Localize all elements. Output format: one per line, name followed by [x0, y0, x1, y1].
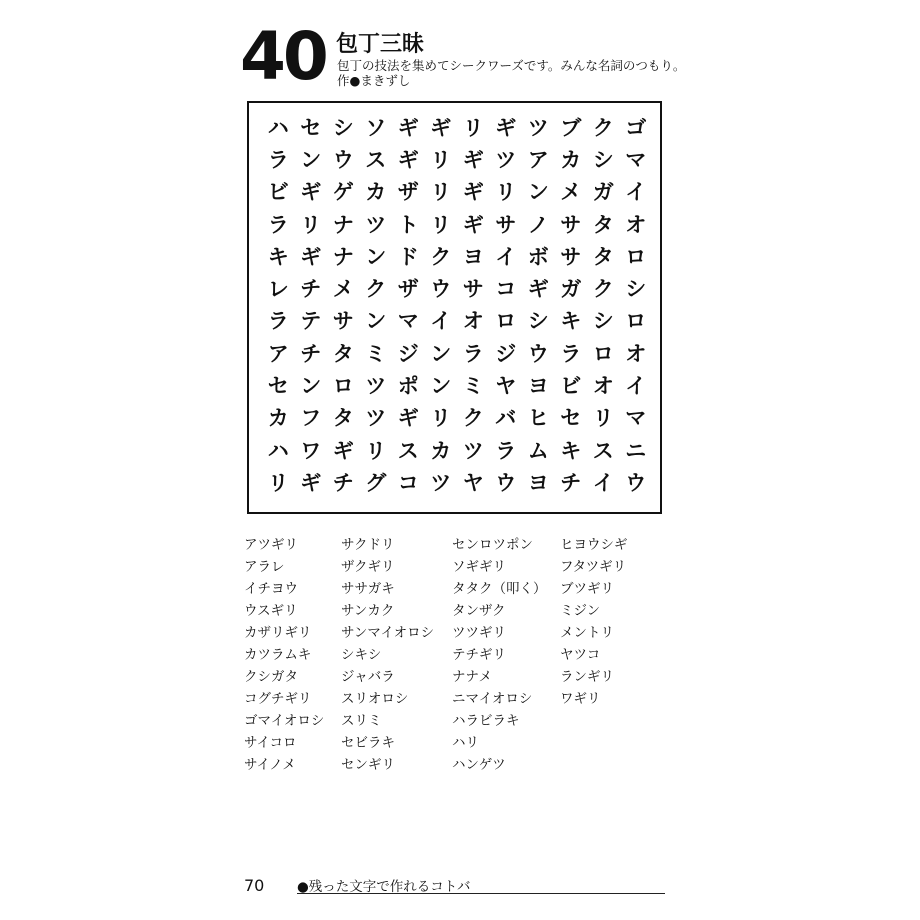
grid-cell: ラ [462, 341, 484, 366]
grid-cell: ウ [332, 147, 354, 172]
grid-cell: ン [300, 147, 322, 172]
grid-cell: カ [560, 147, 582, 172]
grid-cell: マ [625, 147, 647, 172]
word-list-item: タンザク [452, 603, 506, 619]
grid-cell: ヤ [462, 470, 484, 495]
puzzle-author: 作●まきずし [337, 73, 411, 88]
word-list-item: メントリ [560, 625, 614, 641]
grid-cell: ギ [462, 147, 484, 172]
word-list-item: サンカク [341, 603, 395, 619]
grid-cell: チ [560, 470, 582, 495]
grid-cell: イ [625, 180, 647, 205]
grid-cell: イ [430, 309, 452, 334]
grid-cell: カ [365, 180, 387, 205]
grid-cell: ン [430, 341, 452, 366]
grid-cell: シ [625, 277, 647, 302]
grid-cell: ガ [592, 180, 614, 205]
word-list-item: タタク（叩く） [452, 581, 547, 597]
grid-cell: ポ [397, 374, 419, 399]
grid-cell: ツ [365, 406, 387, 431]
grid-cell: ナ [332, 244, 354, 269]
grid-cell: キ [267, 244, 289, 269]
grid-cell: リ [495, 180, 517, 205]
word-list-item: ヒヨウシギ [560, 537, 628, 553]
word-list-column-3 [452, 534, 547, 776]
grid-cell: シ [332, 115, 354, 140]
grid-cell: シ [592, 147, 614, 172]
grid-cell: ン [365, 244, 387, 269]
word-list-item: ハラビラキ [452, 713, 520, 729]
grid-cell: ギ [397, 406, 419, 431]
grid-cell: ブ [560, 115, 582, 140]
grid-cell: ン [300, 374, 322, 399]
puzzle-title: 包丁三昧 [336, 32, 425, 57]
grid-cell: オ [462, 309, 484, 334]
grid-cell: キ [560, 309, 582, 334]
word-list-item: セビラキ [341, 735, 395, 751]
grid-cell: ジ [397, 341, 419, 366]
grid-cell: リ [267, 470, 289, 495]
word-list-item: ササガキ [341, 581, 395, 597]
grid-cell: ス [397, 438, 419, 463]
grid-cell: ヤ [495, 374, 517, 399]
grid-cell: ザ [397, 180, 419, 205]
grid-cell: ク [462, 406, 484, 431]
grid-cell: ヨ [462, 244, 484, 269]
grid-cell: リ [430, 406, 452, 431]
word-list-item: センロツポン [452, 537, 533, 553]
grid-cell: ギ [397, 147, 419, 172]
word-list-item: サンマイオロシ [341, 625, 435, 641]
grid-cell: ア [527, 147, 549, 172]
grid-cell: ク [592, 277, 614, 302]
grid-cell: ギ [300, 244, 322, 269]
grid-cell: ス [592, 438, 614, 463]
grid-cell: フ [300, 406, 322, 431]
grid-cell: ゴ [625, 115, 647, 140]
grid-cell: ヨ [527, 470, 549, 495]
grid-cell: ツ [365, 374, 387, 399]
grid-cell: ラ [495, 438, 517, 463]
word-list-item: ウスギリ [244, 603, 298, 619]
grid-cell: サ [560, 212, 582, 237]
grid-cell: ク [430, 244, 452, 269]
grid-cell: イ [495, 244, 517, 269]
grid-cell: ザ [397, 277, 419, 302]
grid-cell: レ [267, 277, 289, 302]
grid-cell: キ [560, 438, 582, 463]
word-list-item: ナナメ [452, 669, 492, 685]
word-list-item: シキシ [341, 647, 382, 663]
grid-cell: ソ [365, 115, 387, 140]
grid-cell: リ [365, 438, 387, 463]
grid-cell: セ [300, 115, 322, 140]
word-list-item: ザクギリ [341, 559, 395, 575]
grid-cell: ド [397, 244, 419, 269]
word-list-item: ジャバラ [341, 669, 395, 685]
grid-cell: バ [495, 406, 517, 431]
grid-cell: カ [267, 406, 289, 431]
grid-cell: ロ [495, 309, 517, 334]
grid-cell: ウ [430, 277, 452, 302]
grid-cell: ツ [527, 115, 549, 140]
grid-cell: ス [365, 147, 387, 172]
word-list-item: イチヨウ [244, 581, 298, 597]
grid-cell: ン [365, 309, 387, 334]
grid-cell: ボ [527, 244, 549, 269]
grid-cell: リ [462, 115, 484, 140]
grid-cell: チ [300, 277, 322, 302]
grid-cell: ン [527, 180, 549, 205]
grid-cell: ハ [267, 115, 289, 140]
grid-cell: シ [592, 309, 614, 334]
grid-cell: ロ [592, 341, 614, 366]
word-list-item: ヤツコ [560, 647, 601, 663]
grid-cell: マ [397, 309, 419, 334]
grid-cell: ギ [527, 277, 549, 302]
grid-cell: タ [332, 406, 354, 431]
grid-cell: コ [495, 277, 517, 302]
grid-cell: ロ [625, 244, 647, 269]
grid-cell: ミ [365, 341, 387, 366]
grid-cell: カ [430, 438, 452, 463]
grid-cell: ヨ [527, 374, 549, 399]
grid-cell: サ [332, 309, 354, 334]
grid-cell: リ [300, 212, 322, 237]
grid-cell: ギ [462, 212, 484, 237]
grid-cell: サ [560, 244, 582, 269]
grid-cell: リ [592, 406, 614, 431]
grid-cell: ツ [462, 438, 484, 463]
word-list-item: ニマイオロシ [452, 691, 533, 707]
grid-cell: グ [365, 470, 387, 495]
grid-cell: タ [592, 212, 614, 237]
grid-cell: ジ [495, 341, 517, 366]
grid-cell: オ [592, 374, 614, 399]
word-list-item: ハンゲツ [452, 757, 506, 773]
word-list-item: センギリ [341, 757, 395, 773]
word-list-column-2 [341, 534, 434, 776]
word-list-item: アツギリ [244, 537, 298, 553]
grid-cell: ギ [300, 470, 322, 495]
grid-cell: ク [365, 277, 387, 302]
grid-cell: ツ [495, 147, 517, 172]
word-list-item: スリミ [341, 713, 382, 729]
grid-cell: リ [430, 147, 452, 172]
word-list-item: フタツギリ [560, 559, 627, 575]
grid-cell: イ [592, 470, 614, 495]
word-list-item: サイコロ [244, 735, 297, 751]
grid-cell: ギ [397, 115, 419, 140]
page-number: 70 [244, 876, 265, 895]
word-list-item: カザリギリ [244, 625, 312, 641]
grid-cell: チ [332, 470, 354, 495]
grid-cell: ク [592, 115, 614, 140]
answer-line [297, 893, 665, 894]
grid-cell: オ [625, 212, 647, 237]
answer-instruction: ●残った文字で作れるコトバ [297, 879, 471, 895]
grid-cell: セ [560, 406, 582, 431]
word-search-grid [262, 112, 652, 500]
word-list-item: ランギリ [560, 669, 614, 685]
grid-cell: ラ [267, 147, 289, 172]
grid-cell: リ [430, 180, 452, 205]
grid-cell: オ [625, 341, 647, 366]
word-list-item: ハリ [452, 735, 479, 751]
word-search-grid-box [247, 101, 662, 514]
grid-cell: サ [462, 277, 484, 302]
grid-cell: ウ [495, 470, 517, 495]
word-list-item: ワギリ [560, 691, 601, 707]
grid-cell: イ [625, 374, 647, 399]
word-list-item: サクドリ [341, 537, 395, 553]
word-list-column-4 [560, 534, 628, 710]
puzzle-description: 包丁の技法を集めてシークワーズです。みんな名詞のつもり。 [337, 58, 686, 73]
grid-cell: メ [332, 277, 354, 302]
grid-cell: ゲ [332, 180, 354, 205]
word-list-column-1 [244, 534, 324, 776]
grid-cell: ツ [430, 470, 452, 495]
grid-cell: テ [300, 309, 322, 334]
grid-cell: ト [397, 212, 419, 237]
grid-cell: ギ [300, 180, 322, 205]
puzzle-number: 40 [240, 18, 326, 95]
grid-cell: ラ [560, 341, 582, 366]
grid-cell: メ [560, 180, 582, 205]
grid-cell: ロ [332, 374, 354, 399]
word-list-item: クシガタ [244, 669, 298, 685]
word-list-item: ブツギリ [560, 581, 614, 597]
grid-cell: ビ [267, 180, 289, 205]
grid-cell: ニ [625, 438, 647, 463]
grid-cell: ム [527, 438, 549, 463]
grid-cell: ビ [560, 374, 582, 399]
grid-cell: ノ [527, 212, 549, 237]
grid-cell: ナ [332, 212, 354, 237]
grid-cell: マ [625, 406, 647, 431]
word-list-item: サイノメ [244, 757, 296, 773]
grid-cell: シ [527, 309, 549, 334]
grid-cell: ワ [300, 438, 322, 463]
grid-cell: ツ [365, 212, 387, 237]
grid-cell: ギ [332, 438, 354, 463]
grid-cell: ア [267, 341, 289, 366]
word-list-item: テチギリ [452, 647, 506, 663]
word-list-item: コグチギリ [244, 691, 312, 707]
word-list-item: アラレ [244, 559, 285, 575]
word-list-item: カツラムキ [244, 647, 312, 663]
grid-cell: セ [267, 374, 289, 399]
grid-cell: タ [332, 341, 354, 366]
word-list-item: ミジン [560, 603, 601, 619]
word-list-item: スリオロシ [341, 691, 409, 707]
grid-cell: ギ [462, 180, 484, 205]
grid-cell: ガ [560, 277, 582, 302]
grid-cell: ラ [267, 212, 289, 237]
grid-cell: ウ [527, 341, 549, 366]
grid-cell: ウ [625, 470, 647, 495]
grid-cell: ギ [495, 115, 517, 140]
grid-cell: チ [300, 341, 322, 366]
grid-cell: ギ [430, 115, 452, 140]
word-list-item: ゴマイオロシ [244, 713, 325, 729]
grid-cell: コ [397, 470, 419, 495]
word-list-item: ソギギリ [452, 559, 506, 575]
grid-cell: ン [430, 374, 452, 399]
word-list-item: ツツギリ [452, 625, 506, 641]
grid-cell: サ [495, 212, 517, 237]
grid-cell: ヒ [527, 406, 549, 431]
grid-cell: ロ [625, 309, 647, 334]
grid-cell: ラ [267, 309, 289, 334]
grid-cell: ハ [267, 438, 289, 463]
grid-cell: タ [592, 244, 614, 269]
grid-cell: リ [430, 212, 452, 237]
grid-cell: ミ [462, 374, 484, 399]
